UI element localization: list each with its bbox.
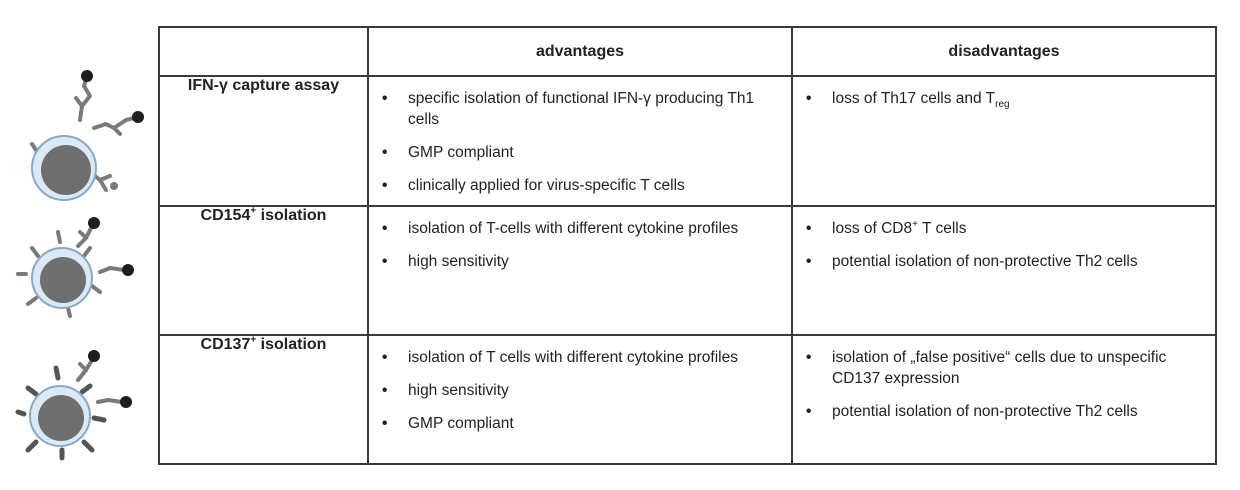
bullet-icon: • xyxy=(382,177,388,194)
advantages-list xyxy=(370,78,790,204)
bullet-icon: • xyxy=(806,349,812,366)
cd154-cell-icon xyxy=(18,216,148,316)
advantage-text: isolation of T-cells with different cytokine profiles xyxy=(408,220,739,237)
advantage-item xyxy=(380,413,780,434)
header-row xyxy=(159,27,1216,76)
comparison-table xyxy=(158,26,1217,465)
disadvantages-list xyxy=(794,208,1214,280)
disadvantages-list xyxy=(794,337,1214,430)
disadvantage-text: isolation of „false positive“ cells due to unspecific CD137 expression xyxy=(832,349,1167,387)
advantage-item xyxy=(380,251,780,272)
disadvantages-cell xyxy=(792,335,1216,464)
method-name-text: IFN-γ capture assay xyxy=(187,77,340,94)
superscript: + xyxy=(912,218,918,230)
bullet-icon: • xyxy=(806,220,812,237)
bullet-icon: • xyxy=(382,382,388,399)
bullet-icon: • xyxy=(382,253,388,270)
table-row xyxy=(159,206,1216,335)
advantage-text: GMP compliant xyxy=(408,415,514,432)
method-name xyxy=(159,76,368,206)
bullet-icon: • xyxy=(382,144,388,161)
advantage-text: GMP compliant xyxy=(408,144,514,161)
table-row xyxy=(159,76,1216,206)
bullet-icon: • xyxy=(382,220,388,237)
disadvantage-item xyxy=(804,218,1204,239)
cd137-cell-icon xyxy=(18,348,148,458)
disadvantage-item xyxy=(804,401,1204,422)
advantages-cell xyxy=(368,76,792,206)
table-row xyxy=(159,335,1216,464)
bullet-icon: • xyxy=(382,90,388,107)
advantage-text: isolation of T cells with different cytokine profiles xyxy=(408,349,738,366)
header-advantages: advantages xyxy=(368,27,792,76)
advantage-item xyxy=(380,380,780,401)
advantage-text: specific isolation of functional IFN-γ producing Th1 cells xyxy=(408,90,755,128)
disadvantage-item xyxy=(804,251,1204,272)
subscript: reg xyxy=(995,99,1010,111)
method-name-suffix: isolation xyxy=(256,336,327,353)
advantage-item xyxy=(380,175,780,196)
method-name-superscript: + xyxy=(250,205,257,217)
disadvantages-cell xyxy=(792,76,1216,206)
bullet-icon: • xyxy=(382,415,388,432)
bullet-icon: • xyxy=(806,90,812,107)
method-name-suffix: isolation xyxy=(256,207,327,224)
bullet-icon: • xyxy=(806,403,812,420)
disadvantage-item xyxy=(804,88,1204,109)
header-disadvantages: disadvantages xyxy=(792,27,1216,76)
disadvantage-text: T cells xyxy=(917,220,967,237)
ifn-gamma-capture-cell-icon xyxy=(10,68,150,208)
method-name-superscript: + xyxy=(250,334,257,346)
disadvantages-cell xyxy=(792,206,1216,335)
advantage-item xyxy=(380,142,780,163)
disadvantage-text: loss of Th17 cells and T xyxy=(832,90,996,107)
advantage-item xyxy=(380,347,780,368)
advantages-cell xyxy=(368,206,792,335)
method-name xyxy=(159,335,368,464)
advantages-cell xyxy=(368,335,792,464)
advantage-item xyxy=(380,218,780,239)
advantage-text: high sensitivity xyxy=(408,253,509,270)
header-empty-cell xyxy=(159,27,368,76)
advantage-text: high sensitivity xyxy=(408,382,509,399)
advantage-item xyxy=(380,88,780,130)
disadvantages-list xyxy=(794,78,1214,117)
method-name-text: CD137 xyxy=(200,336,251,353)
advantage-text: clinically applied for virus-specific T cells xyxy=(408,177,685,194)
disadvantage-text: loss of CD8 xyxy=(832,220,913,237)
method-name xyxy=(159,206,368,335)
method-name-text: CD154 xyxy=(200,207,251,224)
advantages-list xyxy=(370,337,790,442)
advantages-list xyxy=(370,208,790,280)
disadvantage-text: potential isolation of non-protective Th2 cells xyxy=(832,403,1138,420)
disadvantage-text: potential isolation of non-protective Th2 cells xyxy=(832,253,1138,270)
disadvantage-item xyxy=(804,347,1204,389)
table-body xyxy=(159,76,1216,464)
cell-illustrations xyxy=(0,0,158,490)
bullet-icon: • xyxy=(382,349,388,366)
bullet-icon: • xyxy=(806,253,812,270)
